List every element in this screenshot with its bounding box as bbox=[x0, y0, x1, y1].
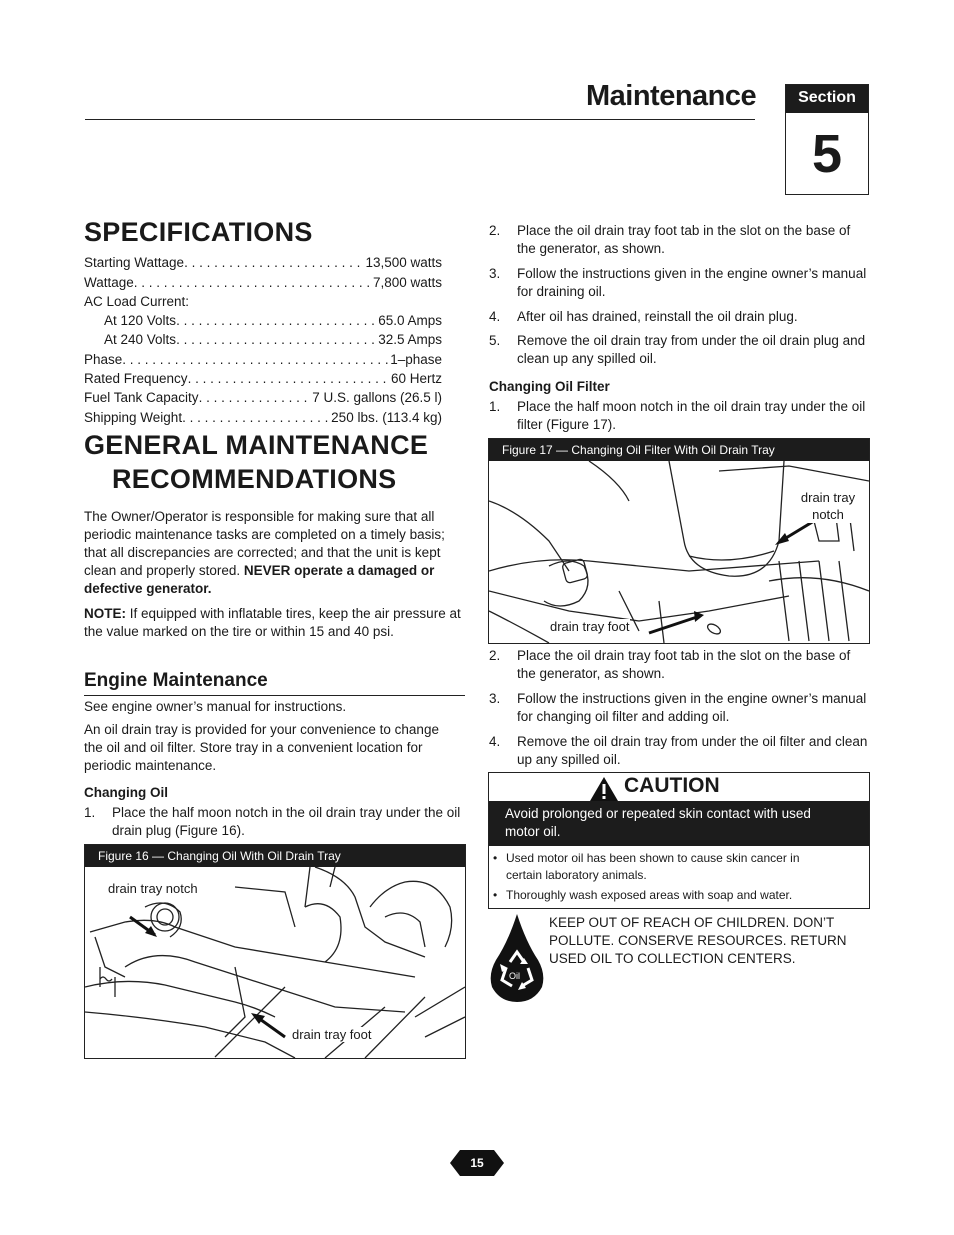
changing-oil-heading: Changing Oil bbox=[84, 785, 168, 800]
step-number: 4. bbox=[489, 309, 501, 324]
general-maintenance-heading: GENERAL MAINTENANCE bbox=[84, 430, 429, 460]
spec-label: Fuel Tank Capacity bbox=[84, 390, 199, 405]
changing-oil-filter-heading: Changing Oil Filter bbox=[489, 379, 610, 394]
general-warning: NEVER operate a damaged or defective generator. bbox=[84, 563, 435, 596]
list-item bbox=[489, 222, 869, 258]
note-label: NOTE: bbox=[84, 606, 126, 621]
spec-value: 60 Hertz bbox=[390, 371, 442, 386]
figure-caption: Figure 16 — Changing Oil With Oil Drain Tray bbox=[85, 845, 465, 867]
note-text: If equipped with inflatable tires, keep the air pressure at the value marked on the tire or within 15 and 40 psi. bbox=[84, 606, 461, 639]
label-notch-line2: notch bbox=[812, 507, 844, 522]
page-number: 15 bbox=[470, 1156, 484, 1170]
step-number: 3. bbox=[489, 691, 501, 706]
general-paragraph bbox=[84, 508, 464, 598]
caution-header bbox=[489, 773, 869, 801]
page-title: Maintenance bbox=[586, 80, 757, 112]
label-drain-tray-foot: drain tray foot bbox=[550, 619, 630, 634]
specifications-heading: SPECIFICATIONS bbox=[84, 217, 313, 247]
spec-row bbox=[84, 388, 442, 407]
spec-value: 65.0 Amps bbox=[378, 313, 442, 328]
general-maintenance-heading-line2: RECOMMENDATIONS bbox=[112, 464, 397, 494]
recycle-notice bbox=[549, 914, 869, 968]
step-text: After oil has drained, reinstall the oil drain plug. bbox=[517, 309, 798, 324]
step-text: Follow the instructions given in the engine owner’s manual for changing oil filter and adding oil. bbox=[517, 691, 867, 724]
spec-label: Phase bbox=[84, 352, 123, 367]
recycle-line: KEEP OUT OF REACH OF CHILDREN. DON’T bbox=[549, 915, 835, 930]
spec-row bbox=[84, 273, 442, 292]
list-item bbox=[84, 804, 464, 840]
label-drain-tray-foot: drain tray foot bbox=[292, 1027, 372, 1042]
step-text: Place the half moon notch in the oil drain tray under the oil drain plug (Figure 16). bbox=[112, 805, 461, 838]
caution-bullet: • Used motor oil has been shown to cause skin cancer in certain laboratory animals. bbox=[493, 851, 800, 882]
warning-triangle-icon bbox=[589, 776, 619, 802]
label-notch-line1: drain tray bbox=[800, 490, 856, 505]
step-text: Remove the oil drain tray from under the oil drain plug and clean up any spilled oil. bbox=[517, 333, 866, 366]
step-number: 5. bbox=[489, 333, 501, 348]
caution-warning bbox=[489, 801, 869, 846]
label-drain-tray-notch bbox=[795, 489, 861, 523]
section-tab bbox=[785, 84, 869, 195]
spec-value: 7,800 watts bbox=[372, 275, 442, 290]
oil-drop-recycle-icon bbox=[488, 912, 546, 1004]
section-label: Section bbox=[786, 85, 868, 113]
label-drain-tray-notch: drain tray notch bbox=[108, 881, 198, 896]
spec-value: 13,500 watts bbox=[365, 255, 442, 270]
figure-16 bbox=[84, 844, 466, 1059]
spec-value: 1–phase bbox=[390, 352, 442, 367]
spec-label: Shipping Weight bbox=[84, 410, 183, 425]
list-item bbox=[489, 690, 869, 726]
step-number: 2. bbox=[489, 648, 501, 663]
spec-label: Wattage bbox=[84, 275, 134, 290]
step-text: Follow the instructions given in the engine owner’s manual for draining oil. bbox=[517, 266, 867, 299]
caution-bullet-text: Used motor oil has been shown to cause skin cancer in bbox=[506, 851, 800, 865]
caution-box bbox=[488, 772, 870, 909]
recycle-line: POLLUTE. CONSERVE RESOURCES. RETURN bbox=[549, 933, 847, 948]
spec-label: Starting Wattage bbox=[84, 255, 185, 270]
step-number: 1. bbox=[84, 805, 96, 820]
step-text: Remove the oil drain tray from under the oil filter and clean up any spilled oil. bbox=[517, 734, 868, 767]
step-number: 4. bbox=[489, 734, 501, 749]
section-number: 5 bbox=[811, 124, 843, 184]
spec-row bbox=[84, 408, 442, 427]
spec-value: 32.5 Amps bbox=[378, 332, 442, 347]
general-text: The Owner/Operator is responsible for making sure that all periodic maintenance tasks are completed on a timely basis; that all discrepancies are corrected; and that the unit is kept clean and properly stored. bbox=[84, 509, 445, 578]
caution-bullet: • Thoroughly wash exposed areas with soap and water. bbox=[493, 888, 793, 902]
step-text: Place the half moon notch in the oil drain tray under the oil filter (Figure 17). bbox=[517, 399, 866, 432]
spec-label: AC Load Current: bbox=[84, 294, 190, 309]
step-number: 3. bbox=[489, 266, 501, 281]
caution-bullet-text: Thoroughly wash exposed areas with soap and water. bbox=[506, 888, 793, 902]
list-item bbox=[489, 332, 869, 368]
spec-label: Rated Frequency bbox=[84, 371, 188, 386]
spec-row bbox=[84, 350, 442, 369]
caution-bullet-text: certain laboratory animals. bbox=[506, 868, 647, 882]
page-number-badge bbox=[450, 1150, 504, 1176]
engine-paragraph: An oil drain tray is provided for your convenience to change the oil and oil filter. Store tray in a convenient location for periodic maintenance. bbox=[84, 722, 439, 773]
figure-17 bbox=[488, 438, 870, 644]
spec-row bbox=[84, 292, 442, 311]
spec-value: 7 U.S. gallons (26.5 l) bbox=[312, 390, 442, 405]
engine-heading-rule bbox=[84, 695, 465, 696]
list-item bbox=[489, 308, 869, 326]
step-text: Place the oil drain tray foot tab in the slot on the base of the generator, as shown. bbox=[517, 648, 851, 681]
list-item bbox=[489, 265, 869, 301]
step-number: 1. bbox=[489, 399, 501, 414]
spec-label: At 240 Volts bbox=[104, 332, 177, 347]
recycle-line: USED OIL TO COLLECTION CENTERS. bbox=[549, 951, 796, 966]
caution-title: CAUTION bbox=[624, 774, 720, 797]
engine-paragraph: See engine owner’s manual for instructions. bbox=[84, 699, 347, 714]
step-number: 2. bbox=[489, 223, 501, 238]
list-item bbox=[489, 398, 869, 434]
spec-row bbox=[104, 311, 442, 330]
spec-row bbox=[104, 330, 442, 349]
list-item bbox=[489, 647, 869, 683]
caution-warning-line1: Avoid prolonged or repeated skin contact with used bbox=[505, 806, 811, 821]
list-item bbox=[489, 733, 869, 769]
note-paragraph bbox=[84, 605, 464, 641]
spec-value: 250 lbs. (113.4 kg) bbox=[331, 410, 442, 425]
caution-warning-line2: motor oil. bbox=[505, 824, 561, 839]
engine-maintenance-heading: Engine Maintenance bbox=[84, 670, 268, 691]
spec-row bbox=[84, 253, 442, 272]
step-text: Place the oil drain tray foot tab in the slot on the base of the generator, as shown. bbox=[517, 223, 851, 256]
spec-label: At 120 Volts bbox=[104, 313, 177, 328]
figure-caption: Figure 17 — Changing Oil Filter With Oil Drain Tray bbox=[489, 439, 869, 461]
header-rule bbox=[85, 119, 755, 120]
spec-row bbox=[84, 369, 442, 388]
oil-icon-text: Oil bbox=[509, 971, 520, 981]
